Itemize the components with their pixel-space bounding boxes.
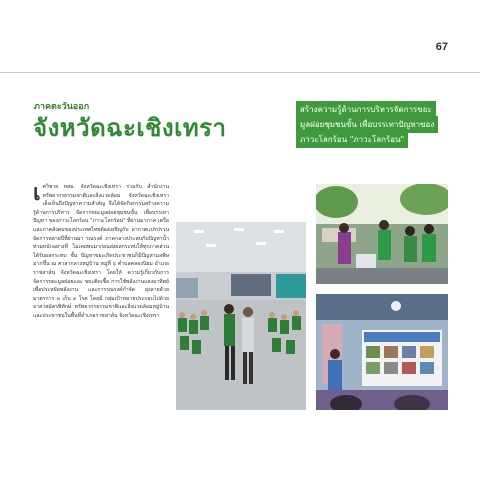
banner-line-1: สร้างความรู้ด้านการบริหารจัดการขยะ [296, 97, 436, 118]
training-hall-photo [176, 222, 306, 410]
province-title: จังหวัดฉะเชิงเทรา [33, 114, 227, 142]
training-hall-image [176, 222, 306, 410]
region-label: ภาคตะวันออก [34, 102, 90, 112]
header-divider [0, 72, 480, 73]
banner-line-2: มูลฝอยชุมชนขั้น เพื่อบรรเทาปัญหาของ [296, 112, 438, 133]
display-board-image [316, 294, 448, 410]
outdoor-group-photo [316, 184, 448, 284]
article-text: ศวีชาย หสม. จังหวัดฉะเชิงเทรา ร่วมกับ สำนักงานทรัพยากรธรรมชาติและสิ่งแวดล้อม จังหวัดฉะเชิงเทรา เล็งเห็นถึงปัญหาความสำคัญ จึงได้จัดกิจกรรมสร้างความรู้ด้านการบริหาร จัดการขยะมูลฝอยชุมชนขั้น เพื่อบรรเทาปัญหา ของภาวะโลกร้อน "ภาวะโลกร้อน" ที่ผ่านมาภาค เครือและภาคสังคมของประเทศไทยต้องเผชิญกับ อากาศแปรปรวนจัดการหลายปีที่ผ่านมา รณรงค์ ภาคกลางประสบกับปัญหาน้ำท่วมหนักอย่างที่ ไม่เคยพบมาก่อนส่งผลกระทบให้ทุกภาคส่วนได้รับผลกระทบ ชั้น ปัญหาขยะเกิดประชาชนก็มีปัญหามลพิษมากขึ้น ณ ศาลากลางหมู่บ้าน หมู่ที่ ๖ ตำบลคลองนิยม อำเภอราชสาส์น จังหวัดฉะเชิงเทรา โดยให้ ความรู้เกี่ยวกับการจัดการขยะมูลฝอยและ ขยะติดเชื้อ การใช้พลังงานแสงอาทิตย์ เพื่อประหยัดพลังงาน และการรณรงค์กำจัด ยุงลายด้วยมาตรการ ๓ เก็บ ๓ โรค โดยมี กลุ่มเป้าหมายประกอบไปด้วยอาสาสมัครพิทักษ์ ทรัพยากรธรรมชาติและสิ่งแวดล้อมหมู่บ้าน และประชาชนในพื้นที่อำเภอราชสาส์น จังหวัดฉะเชิงเทรา [33, 184, 169, 319]
outdoor-group-image [316, 184, 448, 284]
article-body [33, 180, 169, 321]
page-number: 67 [435, 41, 448, 53]
display-board-photo [316, 294, 448, 410]
banner-line-3: ภาวะโลกร้อน "ภาวะโลกร้อน" [296, 127, 408, 148]
drop-cap: เ [33, 180, 41, 206]
